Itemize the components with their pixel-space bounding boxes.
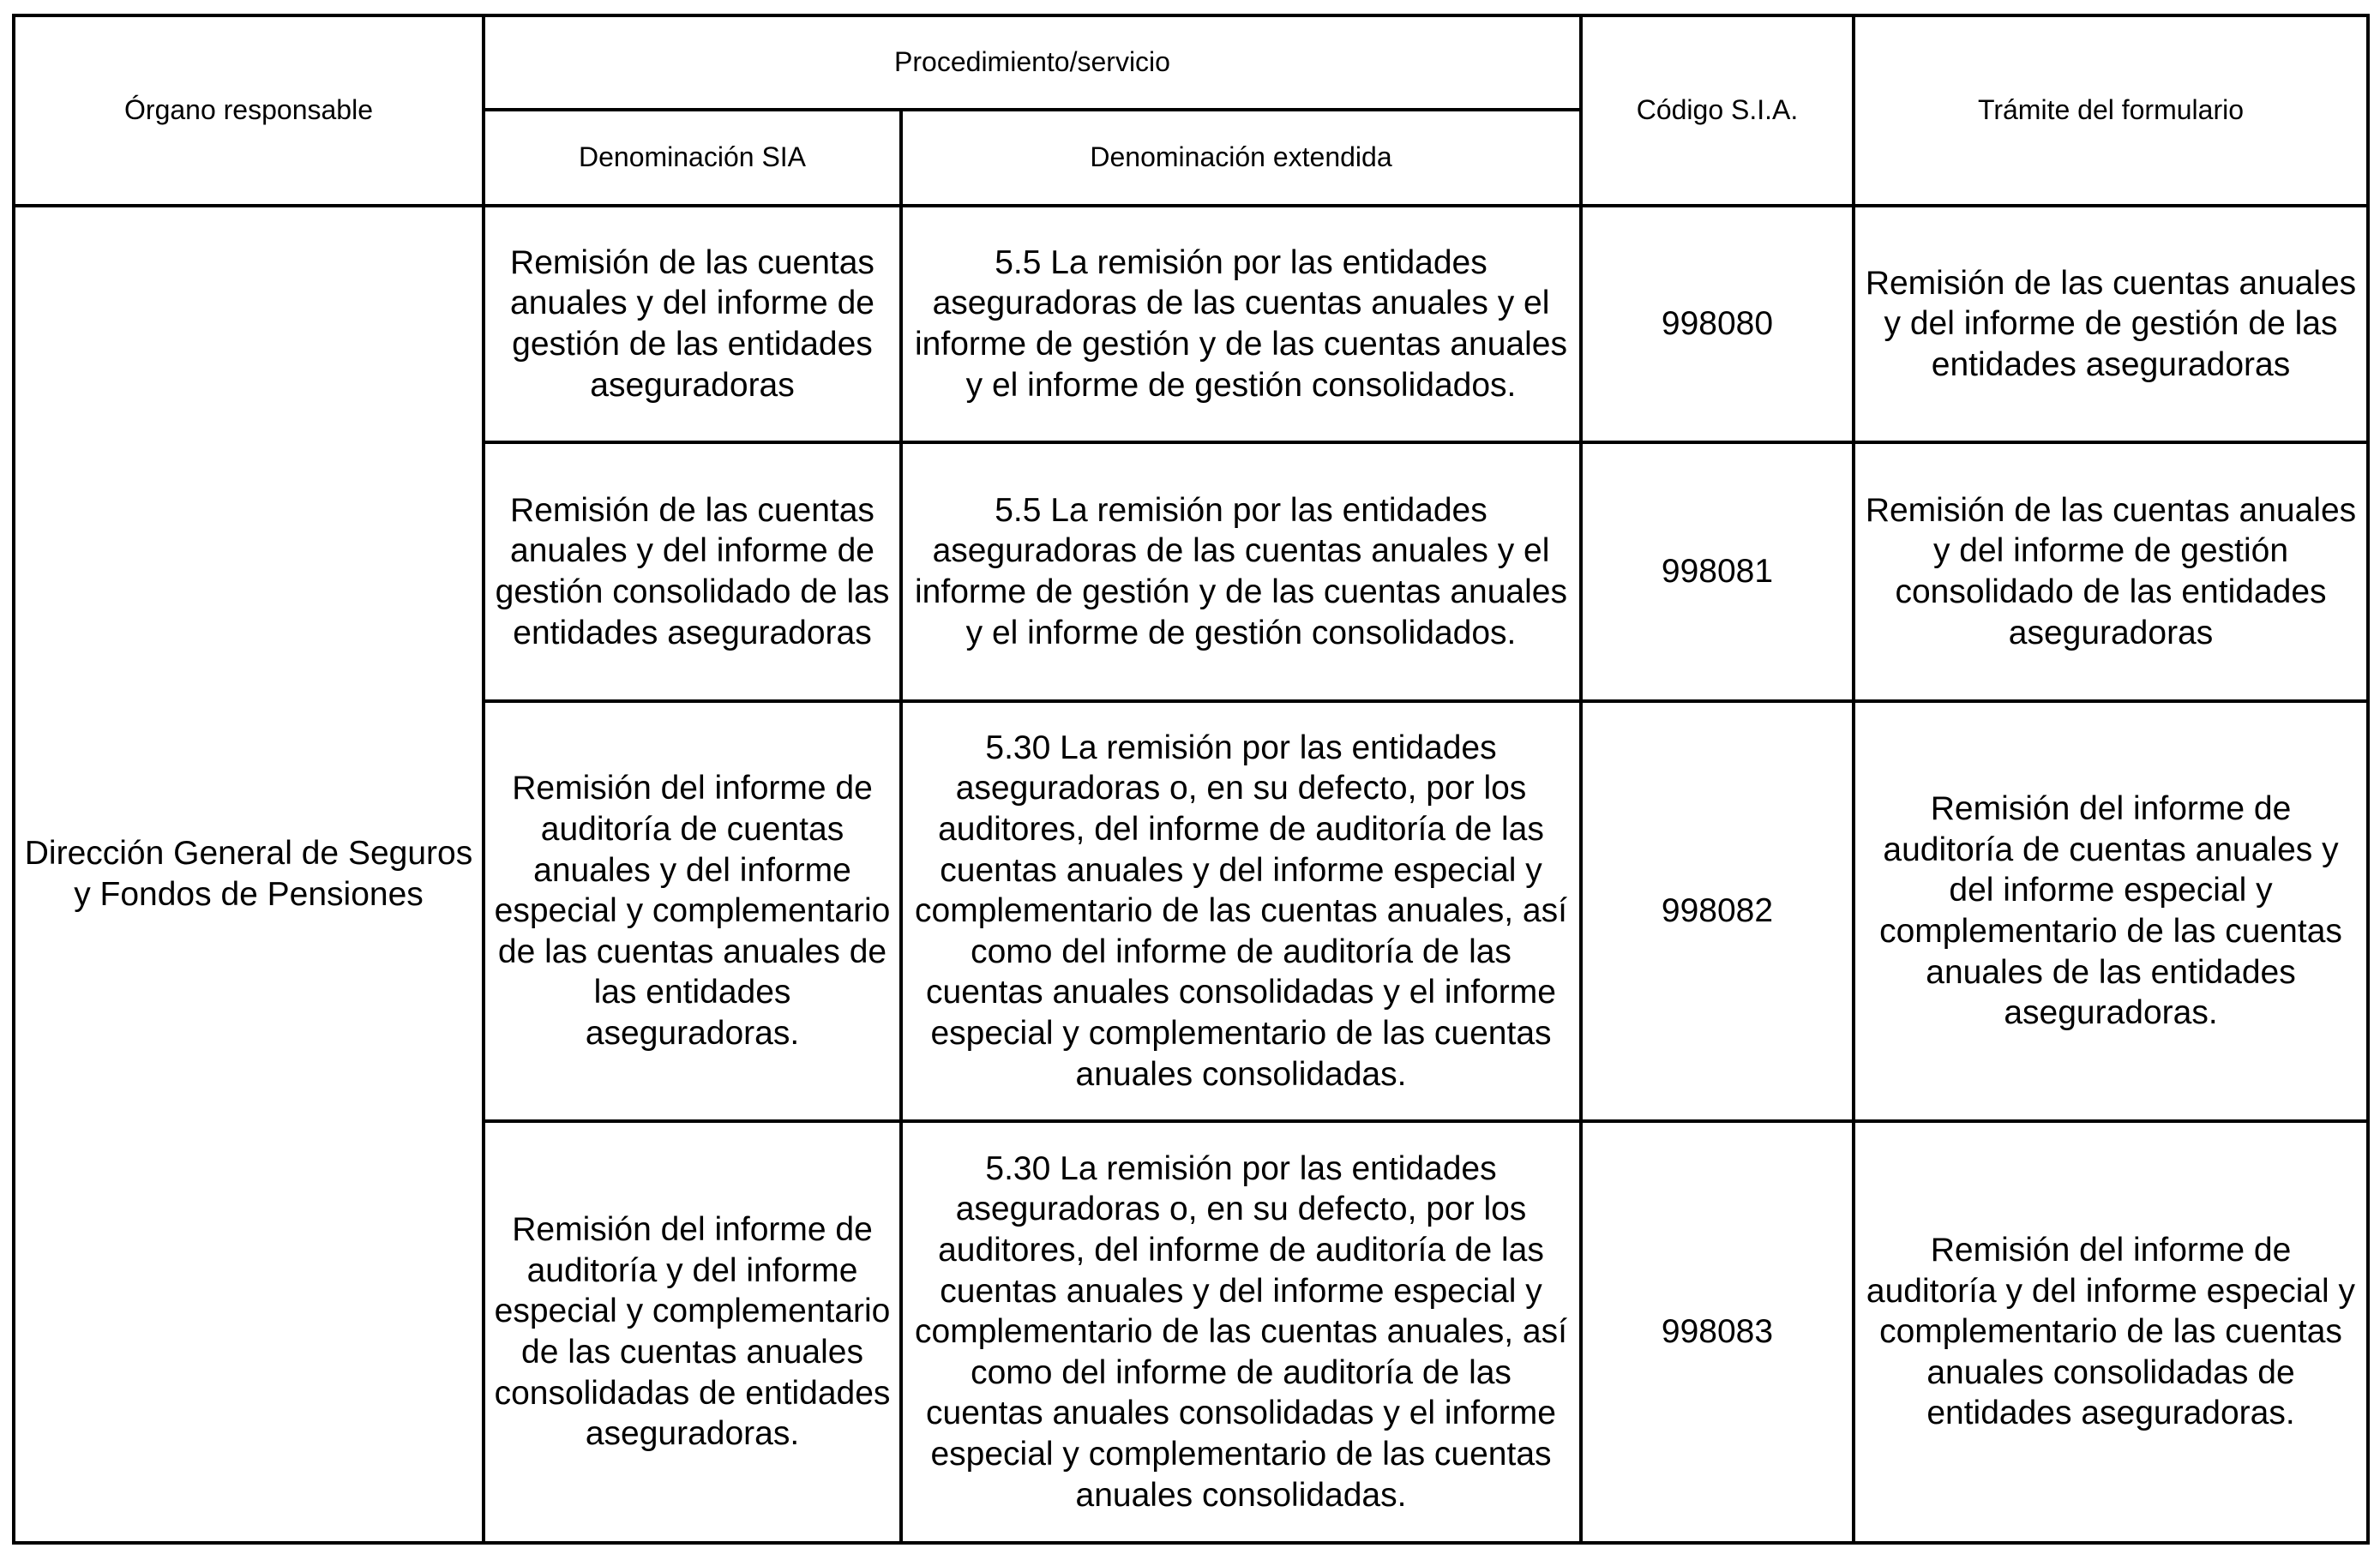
codigo-sia-cell: 998080 — [1581, 206, 1854, 442]
denominacion-extendida-cell: 5.5 La remisión por las entidades aseguradoras de las cuentas anuales y el informe de gestión y de las cuentas anuales y el informe de gestión consolidados. — [901, 442, 1581, 701]
organo-responsable-cell: Dirección General de Seguros y Fondos de Pensiones — [14, 206, 484, 1543]
header-denominacion-extendida: Denominación extendida — [901, 110, 1581, 206]
tramite-cell: Remisión de las cuentas anuales y del informe de gestión de las entidades aseguradoras — [1854, 206, 2368, 442]
denominacion-extendida-cell: 5.30 La remisión por las entidades aseguradoras o, en su defecto, por los auditores, del informe de auditoría de las cuentas anuales y del informe especial y complementario de las cuentas anuales, así como del informe de auditoría de las cuentas anuales consolidadas y el informe especial y complementario de las cuentas anuales consolidadas. — [901, 1121, 1581, 1543]
header-denominacion-sia: Denominación SIA — [484, 110, 901, 206]
header-tramite-formulario: Trámite del formulario — [1854, 15, 2368, 206]
tramite-cell: Remisión del informe de auditoría de cuentas anuales y del informe especial y complementario de las cuentas anuales de las entidades aseguradoras. — [1854, 701, 2368, 1121]
codigo-sia-cell: 998082 — [1581, 701, 1854, 1121]
table-row — [14, 206, 2368, 442]
denominacion-sia-cell: Remisión del informe de auditoría y del informe especial y complementario de las cuentas anuales consolidadas de entidades aseguradoras. — [484, 1121, 901, 1543]
codigo-sia-cell: 998083 — [1581, 1121, 1854, 1543]
denominacion-sia-cell: Remisión del informe de auditoría de cuentas anuales y del informe especial y complementario de las cuentas anuales de las entidades aseguradoras. — [484, 701, 901, 1121]
header-organo-responsable: Órgano responsable — [14, 15, 484, 206]
tramite-cell: Remisión del informe de auditoría y del informe especial y complementario de las cuentas anuales consolidadas de entidades aseguradoras. — [1854, 1121, 2368, 1543]
denominacion-sia-cell: Remisión de las cuentas anuales y del informe de gestión de las entidades aseguradoras — [484, 206, 901, 442]
procedures-table — [12, 14, 2370, 1545]
header-codigo-sia: Código S.I.A. — [1581, 15, 1854, 206]
denominacion-extendida-cell: 5.5 La remisión por las entidades aseguradoras de las cuentas anuales y el informe de gestión y de las cuentas anuales y el informe de gestión consolidados. — [901, 206, 1581, 442]
tramite-cell: Remisión de las cuentas anuales y del informe de gestión consolidado de las entidades aseguradoras — [1854, 442, 2368, 701]
denominacion-extendida-cell: 5.30 La remisión por las entidades aseguradoras o, en su defecto, por los auditores, del informe de auditoría de las cuentas anuales y del informe especial y complementario de las cuentas anuales, así como del informe de auditoría de las cuentas anuales consolidadas y el informe especial y complementario de las cuentas anuales consolidadas. — [901, 701, 1581, 1121]
codigo-sia-cell: 998081 — [1581, 442, 1854, 701]
denominacion-sia-cell: Remisión de las cuentas anuales y del informe de gestión consolidado de las entidades aseguradoras — [484, 442, 901, 701]
header-row-1 — [14, 15, 2368, 110]
header-procedimiento-servicio: Procedimiento/servicio — [484, 15, 1581, 110]
